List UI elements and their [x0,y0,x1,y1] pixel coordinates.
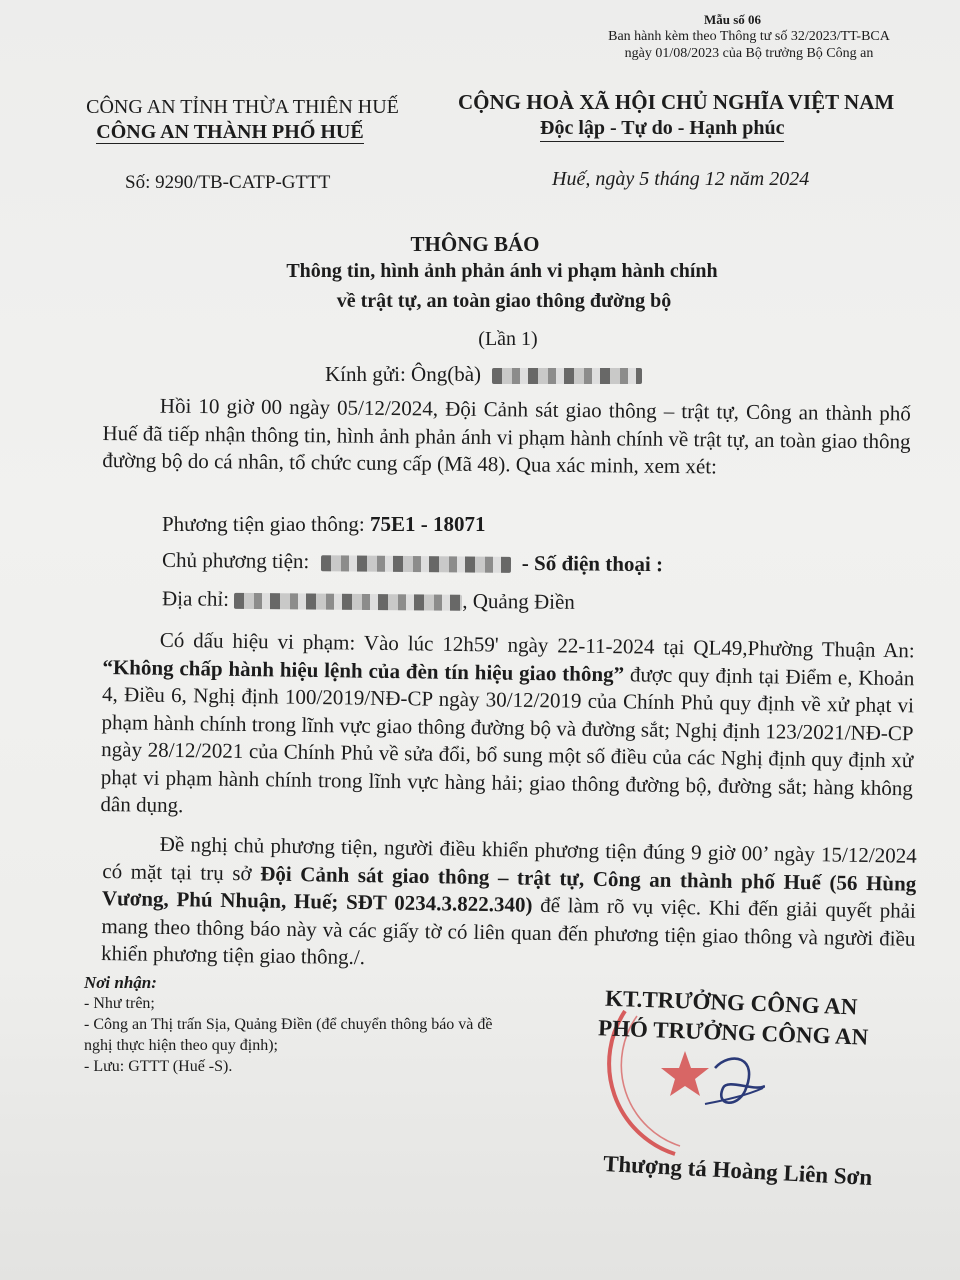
issuing-organization [70,121,390,144]
recipient-item: - Lưu: GTTT (Huế -S). [84,1058,233,1075]
vehicle-plate: 75E1 - 18071 [369,512,486,536]
recipient-line [325,362,642,387]
redacted-address [234,593,462,611]
form-number: Mẫu số 06 [704,12,762,27]
redacted-owner [320,555,510,573]
address-line [162,586,575,615]
request-intro: Đề nghị chủ phương tiện, người điều khiển phương tiện đúng 9 giờ 00’ ngày 15/12/2024 có mặt tại trụ sở [102,831,917,885]
stamp-star-icon [661,1051,709,1096]
recipient-label: Kính gửi: Ông(bà) [325,362,482,386]
signature-title-2: PHÓ TRƯỞNG CÔNG AN [597,1015,869,1050]
request-rest: để làm rõ vụ việc. Khi đến giải quyết phải mang theo thông báo này và các giấy tờ có liên quan đến phương tiện giao thông và người điều khiển phương tiện giao thông./. [100,892,917,970]
owner-label: Chủ phương tiện: [161,547,310,574]
phone-label: - Số điện thoại : [521,550,664,577]
document-number: Số: 9290/TB-CATP-GTTT [125,172,331,193]
redacted-name [492,368,642,384]
parent-organization: CÔNG AN TỈNH THỪA THIÊN HUẾ [86,96,399,118]
issued-with-line-1: Ban hành kèm theo Thông tư số 32/2023/TT-BCA [608,29,890,44]
place-date: Huế, ngày 5 tháng 12 năm 2024 [552,168,810,190]
national-title: CỘNG HOÀ XÃ HỘI CHỦ NGHĨA VIỆT NAM [458,90,895,114]
request-paragraph [101,830,917,980]
violation-paragraph [100,626,915,830]
issued-with-line-2: ngày 01/08/2023 của Bộ trưởng Bộ Công an [624,46,874,61]
issuing-organization-name: CÔNG AN THÀNH PHỐ HUẾ [96,121,364,143]
intro-paragraph: Hồi 10 giờ 00 ngày 05/12/2024, Đội Cảnh sát giao thông – trật tự, Công an thành phố Huế đã tiếp nhận thông tin, hình ảnh phản ánh vi phạm hành chính về trật tự, an toàn giao thông đường bộ do cá nhân, tổ chức cung cấp (Mã 48). Qua xác minh, xem xét: [102,393,911,479]
request-place: Đội Cảnh sát giao thông – trật tự, Công an thành phố Huế (56 Hùng Vương, Phú Nhuận, Huế; SĐT 0234.3.822.340) [101,860,917,917]
document-title: THÔNG BÁO [410,232,540,256]
violation-intro: Có dấu hiệu vi phạm: Vào lúc 12h59' ngày 22-11-2024 tại QL49,Phường Thuận An: [159,627,915,663]
address-label: Địa chỉ: [161,586,230,611]
owner-line [162,548,663,577]
document-subtitle-1: Thông tin, hình ảnh phản ánh vi phạm hành chính [286,260,718,282]
violation-rest: được quy định tại Điểm e, Khoản 4, Điều 6, Nghị định 100/2019/NĐ-CP ngày 30/12/2019 của Chính Phủ quy định về xử phạt vi phạm hành chính trong lĩnh vực giao thông đường bộ và đường sắt; Nghị định 123/2021/NĐ-CP ngày 28/12/2021 của Chính Phủ về sửa đổi, bổ sung một số điều của các Nghị định quy định xử phạt vi phạm hành chính trong lĩnh vực hàng hải; giao thông đường bộ, đường sắt; hàng không dân dụng. [100,661,915,818]
recipient-item: - Như trên; [84,995,155,1012]
document-subtitle-2: về trật tự, an toàn giao thông đường bộ [336,290,672,312]
recipients-heading: Nơi nhận: [84,973,157,992]
vehicle-line [162,512,485,537]
national-motto: Độc lập - Tự do - Hạnh phúc [540,117,784,142]
address-suffix: , Quảng Điền [462,588,575,614]
round-number: (Lần 1) [478,328,538,350]
recipient-item: - Công an Thị trấn Sịa, Quảng Điền (để chuyển thông báo và đề nghị thực hiện theo quy định); [84,1016,493,1054]
vehicle-label: Phương tiện giao thông: [162,512,370,536]
violation-name: “Không chấp hành hiệu lệnh của đèn tín hiệu giao thông” [102,654,625,686]
signature-title-1: KT.TRƯỞNG CÔNG AN [604,985,858,1020]
signer-name: Thượng tá Hoàng Liên Sơn [602,1150,873,1191]
issued-with-note [584,28,914,62]
recipients-block [84,972,524,1077]
